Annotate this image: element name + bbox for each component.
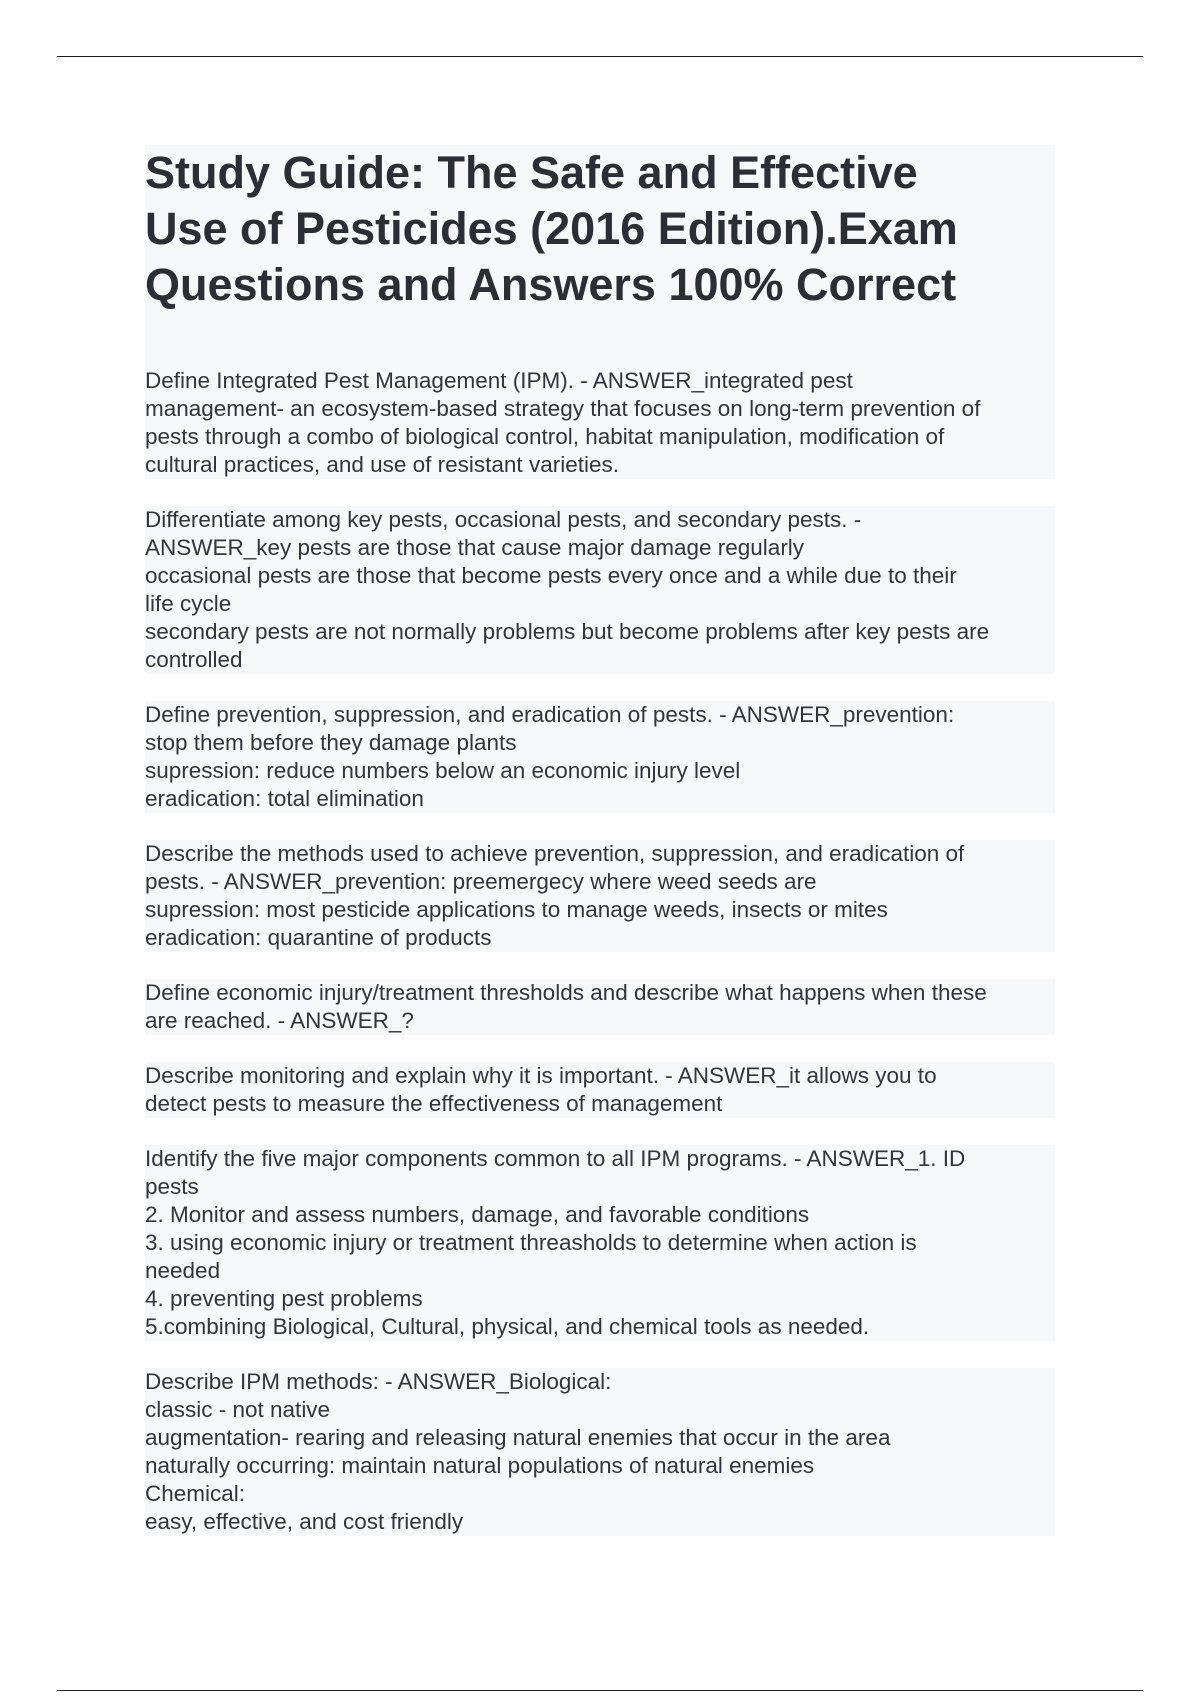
qa-line: 3. using economic injury or treatment threasholds to determine when action is — [145, 1229, 1055, 1257]
title-block — [145, 145, 1055, 367]
qa-line: augmentation- rearing and releasing natural enemies that occur in the area — [145, 1424, 1055, 1452]
header-rule — [57, 56, 1143, 57]
qa-line: Differentiate among key pests, occasional pests, and secondary pests. - — [145, 506, 1055, 534]
qa-line: cultural practices, and use of resistant varieties. — [145, 451, 1055, 479]
qa-line: Describe the methods used to achieve prevention, suppression, and eradication of — [145, 840, 1055, 868]
qa-line: needed — [145, 1257, 1055, 1285]
qa-line: eradication: total elimination — [145, 785, 1055, 813]
qa-line: secondary pests are not normally problems but become problems after key pests are — [145, 618, 1055, 646]
title-line: Study Guide: The Safe and Effective — [145, 147, 918, 198]
document-page — [145, 145, 1055, 1563]
qa-line: Identify the five major components common to all IPM programs. - ANSWER_1. ID — [145, 1145, 1055, 1173]
qa-line: 5.combining Biological, Cultural, physical, and chemical tools as needed. — [145, 1313, 1055, 1341]
qa-line: Describe IPM methods: - ANSWER_Biological: — [145, 1368, 1055, 1396]
qa-line: are reached. - ANSWER_? — [145, 1007, 1055, 1035]
qa-line: Chemical: — [145, 1480, 1055, 1508]
qa-line: supression: most pesticide applications to manage weeds, insects or mites — [145, 896, 1055, 924]
qa-line: supression: reduce numbers below an economic injury level — [145, 757, 1055, 785]
qa-line: Describe monitoring and explain why it is important. - ANSWER_it allows you to — [145, 1062, 1055, 1090]
qa-line: Define economic injury/treatment thresholds and describe what happens when these — [145, 979, 1055, 1007]
qa-line: stop them before they damage plants — [145, 729, 1055, 757]
qa-list — [145, 367, 1055, 1536]
title-line: Use of Pesticides (2016 Edition).Exam — [145, 203, 958, 254]
qa-line: pests. - ANSWER_prevention: preemergecy where weed seeds are — [145, 868, 1055, 896]
qa-line: Define Integrated Pest Management (IPM). - ANSWER_integrated pest — [145, 367, 1055, 395]
qa-line: Define prevention, suppression, and eradication of pests. - ANSWER_prevention: — [145, 701, 1055, 729]
qa-item — [145, 506, 1055, 674]
qa-line: naturally occurring: maintain natural populations of natural enemies — [145, 1452, 1055, 1480]
title-line: Questions and Answers 100% Correct — [145, 259, 957, 310]
qa-item — [145, 979, 1055, 1035]
qa-item — [145, 1062, 1055, 1118]
qa-line: management- an ecosystem-based strategy that focuses on long-term prevention of — [145, 395, 1055, 423]
footer-rule — [57, 1690, 1143, 1691]
qa-line: 2. Monitor and assess numbers, damage, and favorable conditions — [145, 1201, 1055, 1229]
qa-line: classic - not native — [145, 1396, 1055, 1424]
qa-line: ANSWER_key pests are those that cause major damage regularly — [145, 534, 1055, 562]
qa-line: detect pests to measure the effectiveness of management — [145, 1090, 1055, 1118]
qa-line: controlled — [145, 646, 1055, 674]
qa-line: pests — [145, 1173, 1055, 1201]
qa-line: occasional pests are those that become pests every once and a while due to their — [145, 562, 1055, 590]
qa-line: 4. preventing pest problems — [145, 1285, 1055, 1313]
qa-item — [145, 701, 1055, 813]
qa-line: pests through a combo of biological control, habitat manipulation, modification of — [145, 423, 1055, 451]
qa-item — [145, 1368, 1055, 1536]
qa-line: eradication: quarantine of products — [145, 924, 1055, 952]
qa-line: easy, effective, and cost friendly — [145, 1508, 1055, 1536]
document-title — [145, 145, 1055, 313]
qa-item — [145, 367, 1055, 479]
qa-item — [145, 840, 1055, 952]
qa-line: life cycle — [145, 590, 1055, 618]
qa-item — [145, 1145, 1055, 1341]
